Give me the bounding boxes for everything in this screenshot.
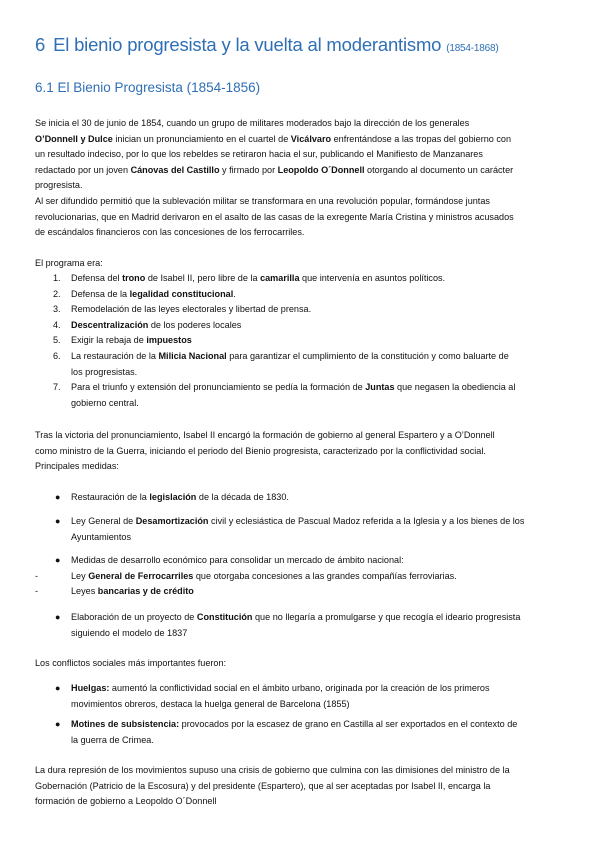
item-text: Defensa del trono de Isabel II, pero libre de la camarilla que intervenía en asuntos políticos.	[71, 273, 446, 283]
bullet-icon: ●	[55, 492, 61, 502]
medidas-list	[35, 490, 565, 506]
conflictos-list	[35, 681, 565, 712]
chapter-dates: (1854-1868)	[446, 43, 499, 54]
item-number: 2.	[53, 288, 61, 299]
item-text: Para el triunfo y extensión del pronunciamiento se pedía la formación de Juntas que negasen la obediencia al	[71, 382, 516, 393]
text-line: redactado por un joven Cánovas del Castillo y firmado por Leopoldo O´Donnell otorgando al documento un carácter	[35, 164, 514, 175]
item-text: Defensa de la legalidad constitucional.	[71, 288, 236, 299]
text-line: como ministro de la Guerra, iniciando el periodo del Bienio progresista, caracterizado por la conflictividad social.	[35, 445, 486, 456]
bullet-icon: ●	[55, 612, 61, 622]
chapter-title: El bienio progresista y la vuelta al moderantismo	[53, 34, 442, 55]
list-item	[35, 271, 565, 287]
item-text: Restauración de la legislación de la década de 1830.	[71, 492, 289, 502]
list-item	[35, 553, 565, 569]
item-text: Exigir la rebaja de impuestos	[71, 335, 192, 346]
bullet-icon: ●	[55, 555, 61, 565]
text-line: Gobernación (Patricio de la Escosura) y del presidente (Espartero), que al ser aceptadas por Isabel II, encarga la	[35, 780, 491, 791]
list-item	[35, 349, 565, 380]
item-text: los progresistas.	[71, 366, 138, 377]
list-item	[35, 318, 565, 334]
programa-heading: El programa era:	[35, 258, 103, 268]
list-item	[35, 569, 565, 585]
bullet-icon: ●	[55, 719, 61, 729]
item-text: Motines de subsistencia: provocados por la escasez de grano en Castilla al ser exportados en el contexto de	[71, 719, 518, 729]
text-line: Se inicia el 30 de junio de 1854, cuando un grupo de militares moderados bajo la dirección de los generales	[35, 118, 470, 128]
text-line: revolucionarias, que en Madrid derivaron en el asalto de las casas de la exregente María Cristina y ministros acusados	[35, 211, 514, 222]
list-item	[35, 333, 565, 349]
item-text: gobierno central.	[71, 397, 139, 408]
item-text: Remodelación de las leyes electorales y libertad de prensa.	[71, 304, 312, 315]
item-text: Descentralización de los poderes locales	[71, 319, 242, 330]
medidas-list	[35, 610, 565, 641]
dash-icon: -	[35, 586, 38, 597]
medidas-list	[35, 553, 565, 600]
list-item	[35, 717, 565, 748]
item-text: Medidas de desarrollo económico para consolidar un mercado de ámbito nacional:	[71, 555, 404, 565]
text-line: O’Donnell y Dulce inician un pronunciamiento en el cuartel de Vicálvaro enfrentándose a las tropas del gobierno con	[35, 133, 512, 144]
item-text: Ley General de Ferrocarriles que otorgaba concesiones a las grandes compañías ferroviarias.	[71, 570, 457, 581]
medidas-list	[35, 514, 565, 545]
bullet-icon: ●	[55, 516, 61, 526]
item-text: Leyes bancarias y de crédito	[71, 586, 194, 597]
text-line: formación de gobierno a Leopoldo O´Donnell	[35, 796, 217, 807]
list-item	[35, 287, 565, 303]
item-text: siguiendo el modelo de 1837	[71, 627, 188, 638]
bullet-icon: ●	[55, 683, 61, 693]
section-heading: 6.1 El Bienio Progresista (1854-1856)	[35, 80, 261, 95]
item-text: Ley General de Desamortización civil y eclesiástica de Pascual Madoz referida a la Iglesia y a los bienes de los	[71, 516, 525, 526]
item-number: 1.	[53, 273, 61, 283]
conflictos-list	[35, 717, 565, 748]
text-line: de escándalos financieros con las concesiones de los ferrocarriles.	[35, 227, 305, 238]
list-item	[35, 681, 565, 712]
victoria-paragraph	[35, 428, 565, 475]
item-text: Elaboración de un proyecto de Constitución que no llegaría a promulgarse y que recogía el ideario progresista	[71, 612, 521, 622]
item-number: 4.	[53, 319, 61, 330]
text-line: un resultado indeciso, por lo que los rebeldes se retiraron hacia el sur, publicando el Manifiesto de Manzanares	[35, 149, 483, 160]
item-text: Ayuntamientos	[71, 531, 131, 542]
list-item	[35, 584, 565, 600]
list-item	[35, 490, 565, 506]
chapter-heading	[35, 34, 499, 56]
item-text: Huelgas: aumentó la conflictividad social en el ámbito urbano, originada por la creación de los primeros	[71, 683, 490, 693]
conclusion-paragraph	[35, 763, 565, 810]
item-text: la guerra de Crimea.	[71, 734, 154, 745]
dash-icon: -	[35, 570, 38, 581]
text-line: La dura represión de los movimientos supuso una crisis de gobierno que culmina con las dimisiones del ministro de la	[35, 765, 510, 775]
item-number: 5.	[53, 335, 61, 346]
list-item	[35, 380, 565, 411]
intro-paragraph-1	[35, 116, 565, 241]
text-line: Al ser difundido permitió que la sublevación militar se transformara en una revolución popular, formándose juntas	[35, 195, 490, 206]
item-number: 7.	[53, 382, 61, 393]
item-number: 3.	[53, 304, 61, 315]
conflictos-heading: Los conflictos sociales más importantes fueron:	[35, 658, 227, 668]
chapter-number: 6	[35, 34, 46, 55]
text-line: progresista.	[35, 180, 83, 191]
list-item	[35, 514, 565, 545]
text-line: Tras la victoria del pronunciamiento, Isabel II encargó la formación de gobierno al general Espartero y a O’Donnell	[35, 430, 495, 440]
list-item	[35, 610, 565, 641]
item-text: movimientos obreros, destaca la huelga general de Barcelona (1855)	[71, 698, 350, 709]
text-line: Principales medidas:	[35, 461, 119, 472]
programa-list	[35, 271, 565, 411]
list-item	[35, 302, 565, 318]
item-number: 6.	[53, 350, 61, 361]
item-text: La restauración de la Milicia Nacional para garantizar el cumplimiento de la constitución y como baluarte de	[71, 350, 509, 361]
